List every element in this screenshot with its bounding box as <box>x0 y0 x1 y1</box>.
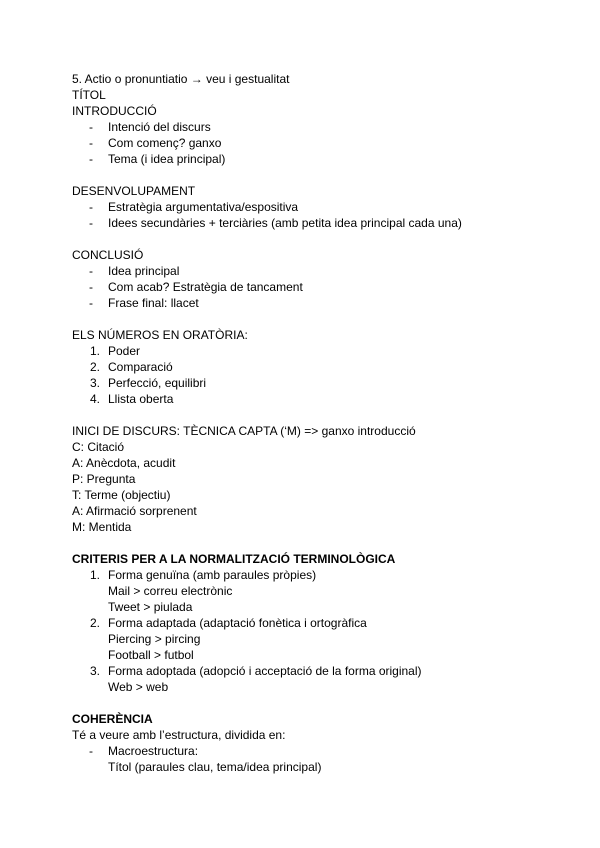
numbered-item <box>72 375 542 391</box>
dash-marker: - <box>89 280 93 294</box>
dash-marker: - <box>89 296 93 310</box>
numbered-item <box>72 391 542 407</box>
numbered-item <box>72 343 542 359</box>
desenvolupament-heading: DESENVOLUPAMENT <box>72 184 196 198</box>
list-item <box>72 279 542 295</box>
document-content <box>72 71 542 775</box>
example-line: Tweet > piulada <box>108 600 193 614</box>
dash-marker: - <box>89 120 93 134</box>
number-marker: 2. <box>90 360 101 374</box>
number-marker: 3. <box>90 376 101 390</box>
number-marker: 1. <box>90 344 101 358</box>
spacer <box>72 535 542 551</box>
dash-marker: - <box>89 200 93 214</box>
dash-marker: - <box>89 152 93 166</box>
example-line: Web > web <box>108 680 169 694</box>
numbered-item-text: Llista oberta <box>108 392 174 406</box>
numbered-item <box>72 663 542 679</box>
coherencia-heading: COHERÈNCIA <box>72 712 153 726</box>
list-item-text: Macroestructura: <box>108 744 199 758</box>
spacer <box>72 407 542 423</box>
example-line: Mail > correu electrònic <box>108 584 233 598</box>
list-item <box>72 119 542 135</box>
numbered-item <box>72 359 542 375</box>
example-line: Football > futbol <box>108 648 194 662</box>
numbered-item-text: Forma adaptada (adaptació fonètica i ortogràfica <box>108 616 367 630</box>
numbered-item-text: Forma genuïna (amb paraules pròpies) <box>108 568 317 582</box>
criteris-heading: CRITERIS PER A LA NORMALITZACIÓ TERMINOLÒGICA <box>72 552 396 566</box>
spacer <box>72 231 542 247</box>
list-item <box>72 295 542 311</box>
numbered-item-text: Perfecció, equilibri <box>108 376 207 390</box>
number-marker: 2. <box>90 616 101 630</box>
list-item <box>72 151 542 167</box>
introduccio-heading: INTRODUCCIÓ <box>72 104 157 118</box>
numbered-item <box>72 567 542 583</box>
title-label: TÍTOL <box>72 88 106 102</box>
numeros-heading: ELS NÚMEROS EN ORATÒRIA: <box>72 328 248 342</box>
list-item-text: Com començ? ganxo <box>108 136 222 150</box>
number-marker: 1. <box>90 568 101 582</box>
number-marker: 4. <box>90 392 101 406</box>
section-title: 5. Actio o pronuntiatio → veu i gestualitat <box>72 72 290 86</box>
example-line: Títol (paraules clau, tema/idea principal) <box>108 760 322 774</box>
numbered-item-text: Poder <box>108 344 141 358</box>
spacer <box>72 167 542 183</box>
numbered-item-text: Comparació <box>108 360 173 374</box>
list-item-text: Estratègia argumentativa/espositiva <box>108 200 299 214</box>
capta-line: M: Mentida <box>72 520 132 534</box>
number-marker: 3. <box>90 664 101 678</box>
numbered-item <box>72 615 542 631</box>
dash-marker: - <box>89 216 93 230</box>
dash-marker: - <box>89 136 93 150</box>
inici-heading: INICI DE DISCURS: TÈCNICA CAPTA (‘M) => ganxo introducció <box>72 424 416 438</box>
list-item <box>72 263 542 279</box>
list-item-text: Com acab? Estratègia de tancament <box>108 280 303 294</box>
list-item <box>72 743 542 759</box>
dash-marker: - <box>89 264 93 278</box>
capta-line: A: Anècdota, acudit <box>72 456 176 470</box>
list-item-text: Tema (i idea principal) <box>108 152 226 166</box>
list-item-text: Frase final: llacet <box>108 296 199 310</box>
coherencia-text: Té a veure amb l’estructura, dividida en: <box>72 728 286 742</box>
capta-line: C: Citació <box>72 440 125 454</box>
numbered-item-text: Forma adoptada (adopció i acceptació de la forma original) <box>108 664 422 678</box>
list-item-text: Intenció del discurs <box>108 120 211 134</box>
list-item-text: Idees secundàries + terciàries (amb petita idea principal cada una) <box>108 216 462 230</box>
capta-line: A: Afirmació sorprenent <box>72 504 197 518</box>
spacer <box>72 311 542 327</box>
conclusio-heading: CONCLUSIÓ <box>72 248 144 262</box>
list-item <box>72 135 542 151</box>
list-item <box>72 215 542 231</box>
capta-line: P: Pregunta <box>72 472 136 486</box>
spacer <box>72 695 542 711</box>
dash-marker: - <box>89 744 93 758</box>
capta-line: T: Terme (objectiu) <box>72 488 171 502</box>
list-item-text: Idea principal <box>108 264 180 278</box>
example-line: Piercing > pircing <box>108 632 201 646</box>
list-item <box>72 199 542 215</box>
